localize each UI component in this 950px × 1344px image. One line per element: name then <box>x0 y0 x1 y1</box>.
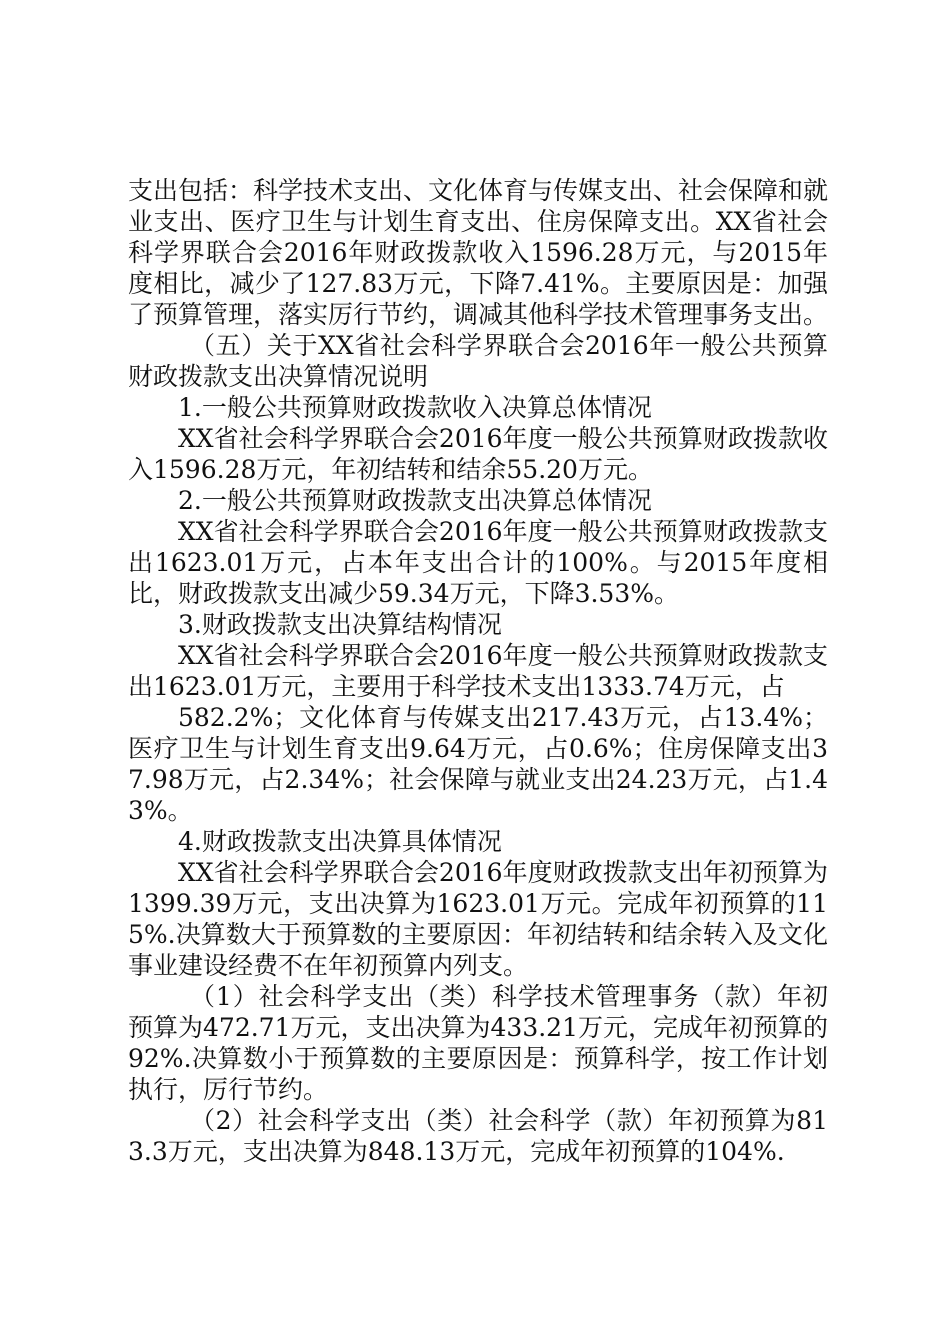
subheading-3: 3.财政拨款支出决算结构情况 <box>178 610 502 639</box>
document-body <box>128 175 828 1167</box>
paragraph-expenditure-summary: 支出包括：科学技术支出、文化体育与传媒支出、社会保障和就业支出、医疗卫生与计划生育支出、住房保障支出。XX省社会科学界联合会2016年财政拨款收入1596.28万元，与2015年度相比，减少了127.83万元，下降7.41%。主要原因是：加强了预算管理，落实厉行节约，调减其他科学技术管理事务支出。 <box>128 176 829 329</box>
paragraph-item-1: （1）社会科学支出（类）科学技术管理事务（款）年初预算为472.71万元，支出决算为433.21万元，完成年初预算的92%.决算数小于预算数的主要原因是：预算科学，按工作计划执行，厉行节约。 <box>128 982 828 1104</box>
paragraph-specific-overview: XX省社会科学界联合会2016年度财政拨款支出年初预算为1399.39万元，支出决算为1623.01万元。完成年初预算的115%.决算数大于预算数的主要原因：年初结转和结余转入及文化事业建设经费不在年初预算内列支。 <box>128 858 828 980</box>
section-heading-5: （五）关于XX省社会科学界联合会2016年一般公共预算财政拨款支出决算情况说明 <box>128 331 828 391</box>
subheading-4: 4.财政拨款支出决算具体情况 <box>178 827 502 856</box>
paragraph-item-2: （2）社会科学支出（类）社会科学（款）年初预算为813.3万元，支出决算为848.13万元，完成年初预算的104%. <box>128 1106 828 1166</box>
subheading-1: 1.一般公共预算财政拨款收入决算总体情况 <box>178 393 652 422</box>
paragraph-income-overview: XX省社会科学界联合会2016年度一般公共预算财政拨款收入1596.28万元，年初结转和结余55.20万元。 <box>128 424 828 484</box>
subheading-2: 2.一般公共预算财政拨款支出决算总体情况 <box>178 486 652 515</box>
paragraph-expenditure-overview: XX省社会科学界联合会2016年度一般公共预算财政拨款支出1623.01万元，占本年支出合计的100%。与2015年度相比，财政拨款支出减少59.34万元，下降3.53%。 <box>128 517 828 608</box>
paragraph-structure-part2: 582.2%；文化体育与传媒支出217.43万元，占13.4%；医疗卫生与计划生育支出9.64万元，占0.6%；住房保障支出37.98万元，占2.34%；社会保障与就业支出24.23万元，占1.43%。 <box>128 703 828 825</box>
paragraph-structure-part1: XX省社会科学界联合会2016年度一般公共预算财政拨款支出1623.01万元，主要用于科学技术支出1333.74万元，占 <box>128 641 828 701</box>
